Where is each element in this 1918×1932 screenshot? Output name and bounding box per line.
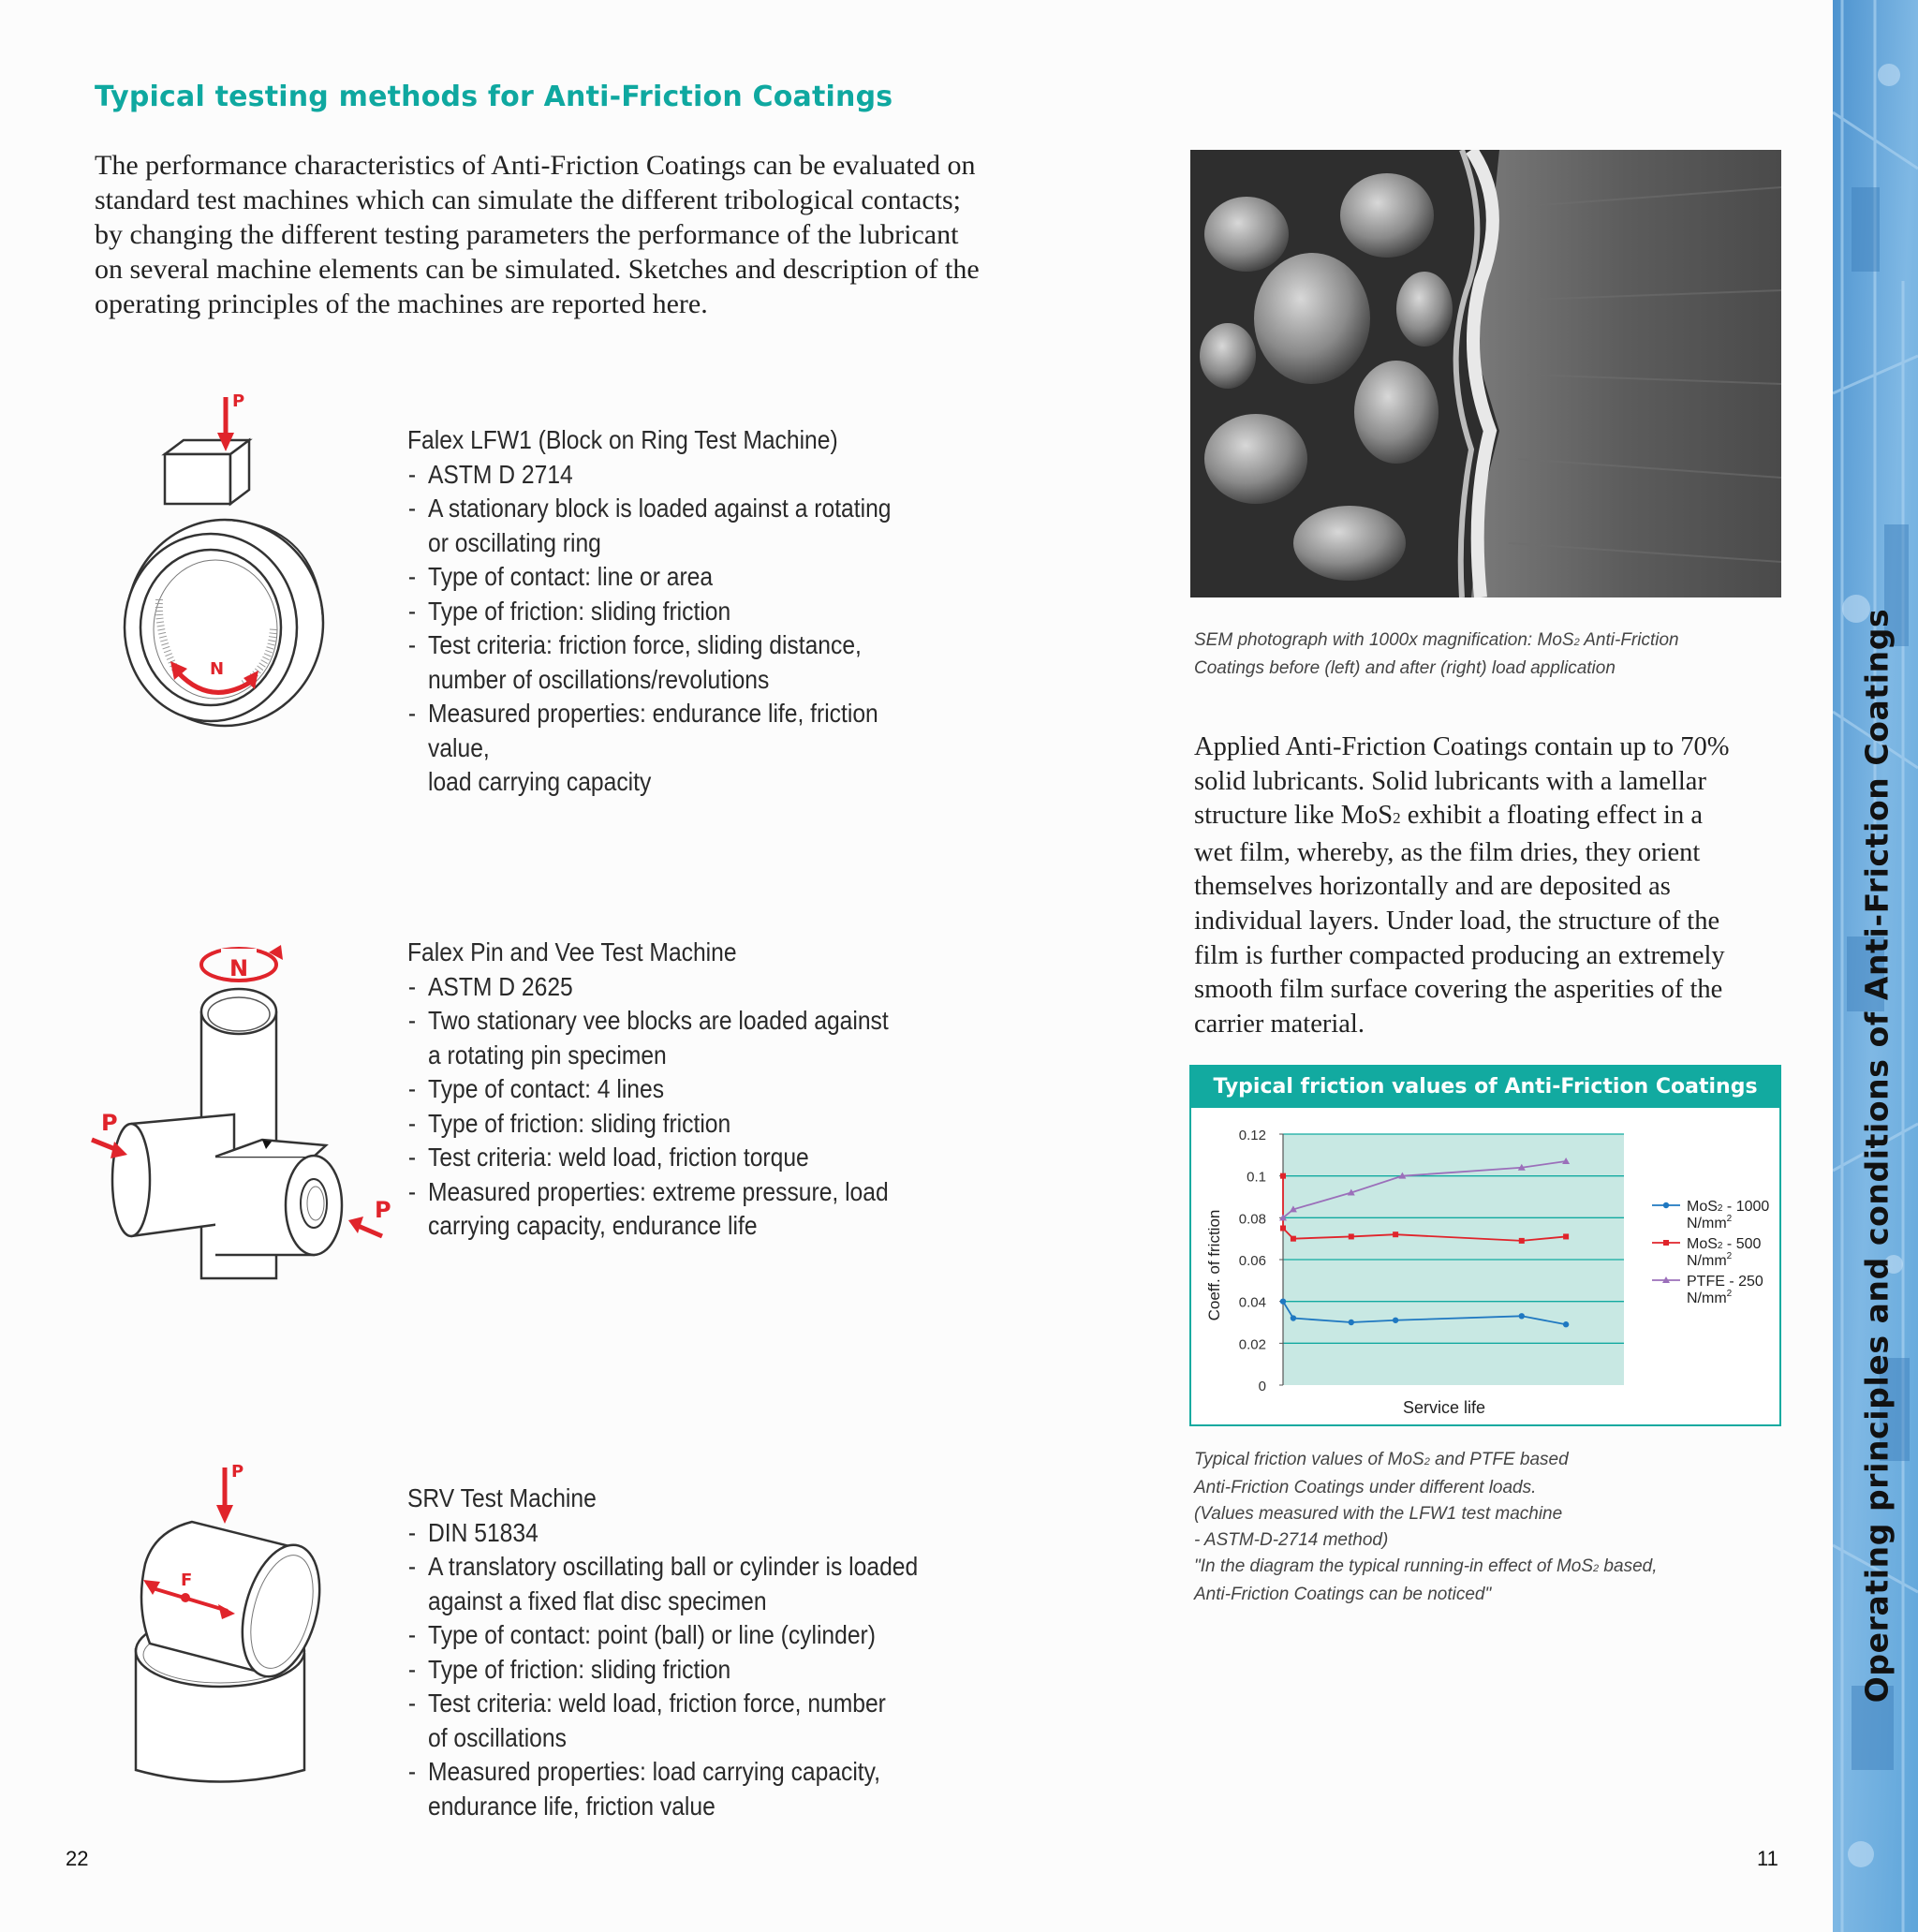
machine-spec-item (407, 1107, 919, 1142)
machine-spec-item (407, 1516, 919, 1551)
y-tick-label: 0.06 (1238, 1253, 1266, 1269)
machine-spec-item (407, 697, 919, 800)
sketch1-rotation-label: N (210, 659, 225, 679)
pin-and-vee-sketch (84, 932, 403, 1288)
intro-line: operating principles of the machines are reported here. (95, 288, 708, 319)
legend-label-unit: $N/mm^2$ (1687, 1214, 1733, 1231)
body-line: solid lubricants. Solid lubricants with a lamellar (1194, 766, 1706, 796)
legend-label: MoS2 - 1000 (1687, 1199, 1770, 1215)
machine-spec-item (407, 458, 919, 493)
spec-line: Measured properties: endurance life, friction value, (428, 699, 878, 762)
spec-line: A translatory oscillating ball or cylinder is loaded (428, 1552, 919, 1581)
caption-text: Anti-Friction (1579, 630, 1679, 650)
chart-title: Typical friction values of Anti-Friction Coatings (1191, 1067, 1779, 1108)
spec-line: Type of contact: 4 lines (428, 1074, 665, 1103)
legend-label-unit: $N/mm^2$ (1687, 1289, 1733, 1306)
spec-line: Type of friction: sliding friction (428, 1654, 731, 1684)
spec-line: Measured properties: extreme pressure, load (428, 1176, 889, 1206)
block-on-ring-sketch (112, 384, 347, 730)
section-heading: Typical testing methods for Anti-Friction Coatings (95, 81, 893, 113)
data-point (1393, 1318, 1398, 1323)
data-point (1349, 1233, 1354, 1239)
intro-paragraph (95, 148, 1040, 321)
y-axis-label: Coeff. of friction (1205, 1209, 1223, 1321)
body-paragraph (1194, 730, 1793, 1041)
caption-line: (Values measured with the LFW1 test machine (1194, 1504, 1563, 1524)
data-point (1280, 1226, 1286, 1231)
chart-caption (1194, 1447, 1793, 1608)
data-point (1280, 1173, 1286, 1179)
machine-spec-item (407, 492, 919, 560)
sem-caption (1194, 627, 1793, 682)
spec-line: endurance life, friction value (428, 1791, 716, 1821)
machine-falex-pin-vee (407, 936, 919, 1244)
spec-line: A stationary block is loaded against a rotating (428, 494, 892, 523)
subscript: 2 (1593, 1563, 1600, 1574)
machine-title: Falex Pin and Vee Test Machine (407, 937, 737, 966)
legend-label: PTFE - 250 (1687, 1274, 1763, 1290)
intro-line: The performance characteristics of Anti-Friction Coatings can be evaluated on (95, 150, 976, 181)
data-point (1519, 1238, 1525, 1244)
data-point (1349, 1320, 1354, 1325)
y-tick-label: 0.1 (1247, 1169, 1266, 1186)
caption-line: - ASTM-D-2714 method) (1194, 1530, 1389, 1550)
body-line: themselves horizontally and are deposited as (1194, 872, 1671, 902)
data-point (1291, 1236, 1296, 1242)
caption-line: Anti-Friction Coatings under different loads. (1194, 1478, 1537, 1497)
caption-text: Typical friction values of MoS (1194, 1450, 1424, 1469)
body-line: smooth film surface covering the asperities of the (1194, 975, 1723, 1005)
spec-line: DIN 51834 (428, 1517, 539, 1547)
sketch3-load-label: P (231, 1462, 244, 1482)
spec-line: load carrying capacity (428, 767, 652, 796)
body-line: film is further compacted producing an extremely (1194, 940, 1725, 970)
legend-label-unit: $N/mm^2$ (1687, 1251, 1733, 1269)
machine-spec-item (407, 560, 919, 595)
caption-line (1194, 656, 1793, 682)
machine-spec-item (407, 1687, 919, 1755)
machine-spec-item (407, 1072, 919, 1107)
machine-spec-item (407, 970, 919, 1005)
body-text: structure like MoS (1194, 801, 1394, 831)
spec-line: of oscillations (428, 1722, 567, 1752)
machine-srv (407, 1482, 919, 1823)
machine-spec-item (407, 1175, 919, 1244)
spec-line: Test criteria: weld load, friction force, number (428, 1689, 886, 1718)
body-text: exhibit a floating effect in a (1400, 801, 1703, 831)
machine-spec-item (407, 628, 919, 697)
spec-line: Two stationary vee blocks are loaded against (428, 1006, 889, 1035)
caption-line (1194, 1554, 1793, 1582)
chart-canvas (1191, 1067, 1779, 1424)
subscript: 2 (1573, 637, 1580, 648)
body-line: Applied Anti-Friction Coatings contain up to 70% (1194, 732, 1730, 761)
spec-line: ASTM D 2625 (428, 971, 573, 1001)
caption-text: SEM photograph with 1000x magnification: MoS (1194, 630, 1574, 650)
spec-line: Type of friction: sliding friction (428, 1108, 731, 1138)
body-line: individual layers. Under load, the structure of the (1194, 906, 1720, 936)
machine-spec-item (407, 1653, 919, 1688)
y-tick-label: 0.12 (1238, 1128, 1266, 1143)
caption-text: based, (1599, 1556, 1658, 1576)
machine-spec-item (407, 595, 919, 629)
intro-line: by changing the different testing parameters the performance of the lubricant (95, 219, 959, 250)
machine-title: SRV Test Machine (407, 1483, 597, 1512)
caption-text: "In the diagram the typical running-in effect of MoS (1194, 1556, 1594, 1576)
intro-line: on several machine elements can be simulated. Sketches and description of the (95, 254, 980, 285)
sidebar-title: Operating principles and conditions of Anti-Friction Coatings (1858, 608, 1896, 1703)
body-line: carrier material. (1194, 1009, 1365, 1039)
body-line: wet film, whereby, as the film dries, they orient (1194, 837, 1701, 867)
spec-line: Test criteria: friction force, sliding distance, (428, 630, 862, 659)
data-point (1393, 1231, 1398, 1237)
caption-line: Anti-Friction Coatings can be noticed" (1194, 1585, 1492, 1604)
caption-text: and PTFE based (1429, 1450, 1569, 1469)
machine-title: Falex LFW1 (Block on Ring Test Machine) (407, 425, 838, 454)
machine-spec-item (407, 1755, 919, 1823)
machine-spec-item (407, 1004, 919, 1072)
x-axis-label: Service life (1402, 1398, 1486, 1417)
data-point (1519, 1313, 1525, 1319)
y-tick-label: 0.08 (1238, 1211, 1266, 1228)
spec-line: Type of friction: sliding friction (428, 596, 731, 626)
spec-line: against a fixed flat disc specimen (428, 1585, 767, 1615)
caption-line (1194, 627, 1793, 656)
data-point (1563, 1321, 1569, 1327)
data-point (1280, 1298, 1286, 1304)
machine-spec-item (407, 1141, 919, 1175)
spec-line: ASTM D 2714 (428, 459, 573, 489)
sketch2-rotation-label: N (229, 955, 249, 981)
legend-marker (1663, 1240, 1669, 1246)
page-number-right: 11 (1757, 1847, 1778, 1870)
spec-line: Type of contact: point (ball) or line (cylinder) (428, 1620, 876, 1649)
spec-line: or oscillating ring (428, 527, 601, 557)
sketch3-force-label: F (181, 1571, 193, 1590)
sketch2-load-left-label: P (101, 1110, 118, 1136)
spec-line: Measured properties: load carrying capacity, (428, 1757, 880, 1786)
spec-line: carrying capacity, endurance life (428, 1211, 758, 1240)
data-point (1563, 1233, 1569, 1239)
page-number-left: 22 (66, 1847, 89, 1870)
sketch2-load-right-label: P (375, 1197, 391, 1223)
caption-line (1194, 1447, 1793, 1475)
machine-falex-lfw1 (407, 423, 919, 800)
spec-line: a rotating pin specimen (428, 1040, 667, 1069)
sem-photograph (1190, 150, 1781, 597)
intro-line: standard test machines which can simulate the different tribological contacts; (95, 184, 961, 215)
body-line (1194, 799, 1793, 836)
subscript: 2 (1393, 809, 1401, 828)
friction-chart (1189, 1065, 1781, 1426)
legend-label: MoS2 - 500 (1687, 1236, 1762, 1252)
y-tick-label: 0 (1258, 1379, 1266, 1394)
subscript: 2 (1424, 1456, 1430, 1467)
y-tick-label: 0.02 (1238, 1336, 1266, 1353)
spec-line: Type of contact: line or area (428, 562, 714, 591)
spec-line: number of oscillations/revolutions (428, 664, 770, 694)
caption-text: Coatings before (left) and after (right) load application (1194, 658, 1616, 678)
y-tick-label: 0.04 (1238, 1294, 1266, 1311)
machine-spec-item (407, 1618, 919, 1653)
machine-spec-item (407, 1550, 919, 1618)
spec-line: Test criteria: weld load, friction torque (428, 1143, 809, 1172)
data-point (1291, 1315, 1296, 1320)
srv-sketch (117, 1456, 332, 1784)
sketch1-load-label: P (232, 391, 245, 411)
legend-marker (1663, 1202, 1669, 1208)
